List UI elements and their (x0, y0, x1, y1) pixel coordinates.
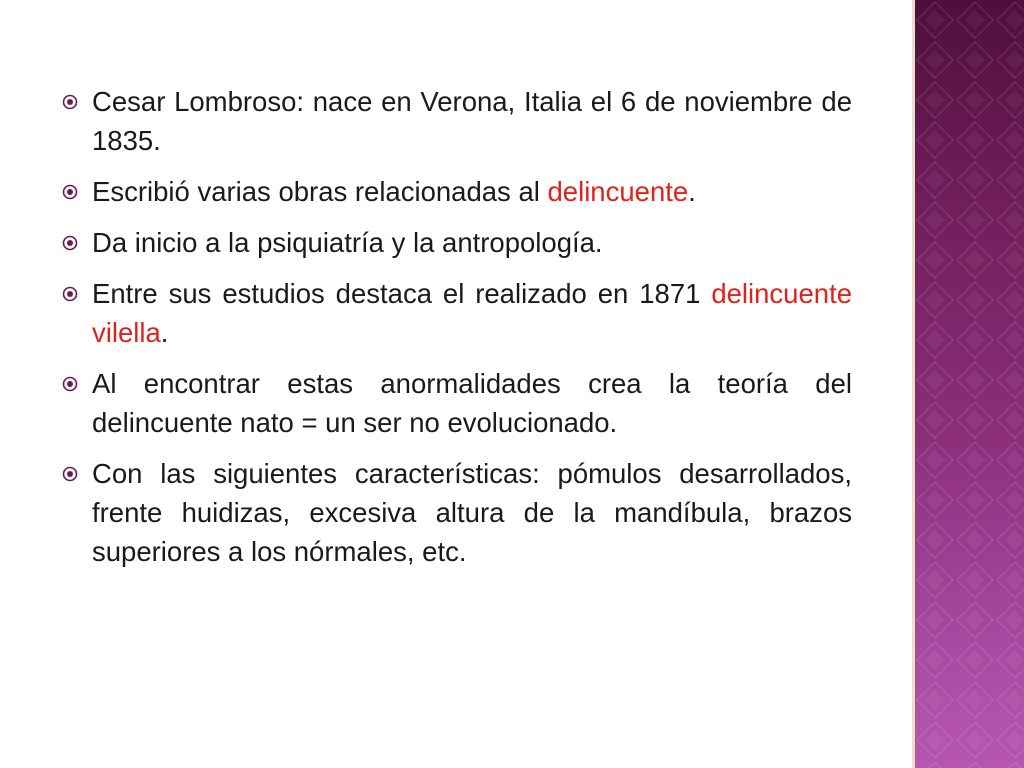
bullet-text-end: . (160, 317, 169, 348)
bullet-item (60, 364, 852, 442)
bullet-item (60, 82, 852, 160)
circled-dot-icon (62, 94, 78, 110)
bullet-text: Cesar Lombroso: nace en Verona, Italia el 6 de noviembre de 1835. (92, 86, 852, 156)
bullet-item (60, 454, 852, 571)
circled-dot-icon (62, 184, 78, 200)
decorative-side-panel (912, 0, 1024, 768)
diamond-pattern (915, 0, 1024, 768)
circled-dot-icon (62, 235, 78, 251)
bullet-item (60, 223, 852, 262)
circled-dot-icon (62, 286, 78, 302)
bullet-text: Al encontrar estas anormalidades crea la teoría del delincuente nato = un ser no evolucionado. (92, 368, 852, 438)
bullet-text: Con las siguientes características: pómulos desarrollados, frente huidizas, excesiva altura de la mandíbula, brazos superiores a los nórmales, etc. (92, 458, 852, 567)
bullet-text: Da inicio a la psiquiatría y la antropología. (92, 227, 603, 258)
slide-content (60, 82, 852, 583)
circled-dot-icon (62, 376, 78, 392)
bullet-list (60, 82, 852, 571)
bullet-text: Escribió varias obras relacionadas al (92, 176, 548, 207)
circled-dot-icon (62, 466, 78, 482)
highlight-text: delincuente vilella (92, 278, 852, 348)
bullet-text-end: . (688, 176, 696, 207)
bullet-item (60, 172, 852, 211)
bullet-text: Entre sus estudios destaca el realizado en 1871 (92, 278, 712, 309)
bullet-item (60, 274, 852, 352)
highlight-text: delincuente (547, 176, 689, 207)
